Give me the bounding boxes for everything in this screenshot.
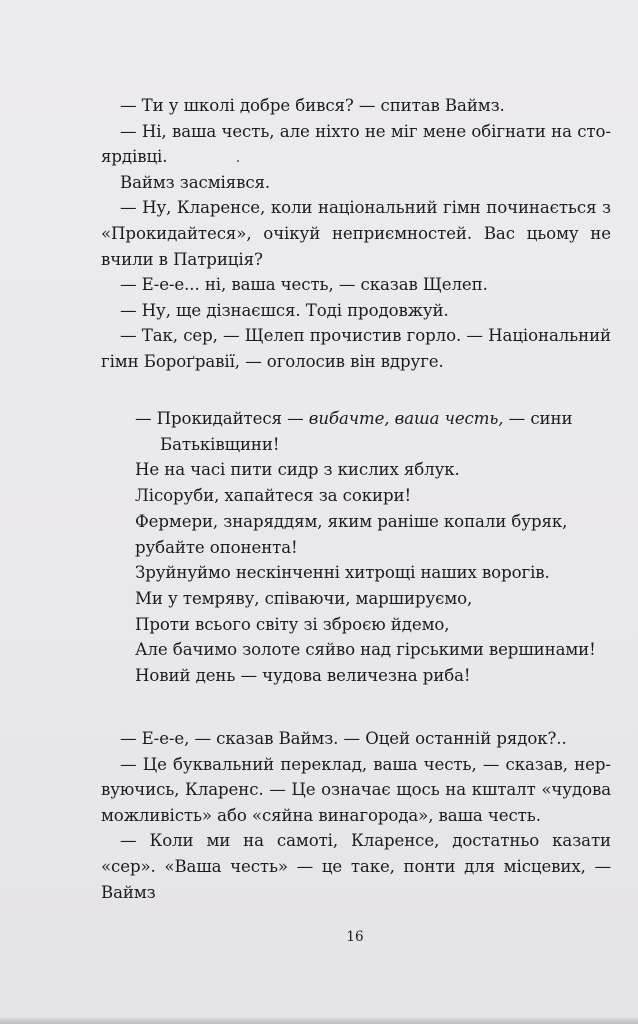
text-block-top (101, 93, 611, 375)
verse-line: Проти всього світу зі зброєю йдемо, (135, 614, 450, 634)
page-number: 16 (346, 929, 364, 945)
paragraph: — Е-е-е, — сказав Ваймз. — Оцей останній рядок?.. (120, 729, 567, 748)
verse-line: Новий день — чудова величезна риба! (135, 666, 471, 686)
paragraph: — Е-е-е... ні, ваша честь, — сказав Щелеп. (120, 275, 488, 295)
verse-line (135, 406, 605, 432)
paragraph: — Так, сер, — Щелеп прочистив горло. — Національний гімн Бороґравії, — оголосив він вдруге. (101, 326, 611, 371)
paragraph: — Ні, ваша честь, але ніхто не міг мене обігнати на стоярдівці. (101, 121, 611, 167)
verse-line: Ми у темряву, співаючи, маршируємо, (135, 588, 473, 608)
paragraph: Ваймз засміявся. (120, 172, 271, 192)
paragraph: — Це буквальний переклад, ваша честь, — сказав, нервуючись, Кларенс. — Це означає щось на кшталт «чудова можливість» або «сяйна винагорода», ваша честь. (101, 754, 611, 825)
verse-italic-aside: вибачте, ваша честь, (308, 409, 504, 428)
verse-line: Але бачимо золоте сяйво над гірськими вершинами! (135, 640, 596, 660)
verse-line: Не на часі пити сидр з кислих яблук. (135, 460, 460, 480)
paragraph: — Ну, ще дізнаєшся. Тоді продовжуй. (120, 300, 449, 320)
verse-text: — сини (503, 409, 573, 428)
verse-line-continuation: Батьківщини! (160, 434, 280, 454)
verse-line: Зруйнуймо нескінченні хитрощі наших ворогів. (135, 563, 550, 583)
verse-line: Лісоруби, хапайтеся за сокири! (135, 486, 412, 506)
verse-text: — Прокидайтеся — (135, 409, 309, 428)
paragraph: — Коли ми на самоті, Кларенсе, достатньо казати «сер». «Ваша честь» — це таке, понти для місцевих, — Ваймз (101, 831, 611, 902)
verse-line: Фермери, знаряддям, яким раніше копали буряк, (135, 511, 568, 531)
anthem-verse (135, 406, 605, 689)
paragraph: — Ти у школі добре бився? — спитав Ваймз. (120, 96, 505, 115)
text-block-bottom (101, 726, 611, 905)
paragraph: — Ну, Кларенсе, коли національний гімн починається з «Прокидайтеся», очікуй неприємностей. Вас цьому не вчили в Патриція? (101, 198, 611, 269)
page-bottom-edge (0, 1018, 638, 1024)
verse-line: рубайте опонента! (135, 537, 298, 557)
